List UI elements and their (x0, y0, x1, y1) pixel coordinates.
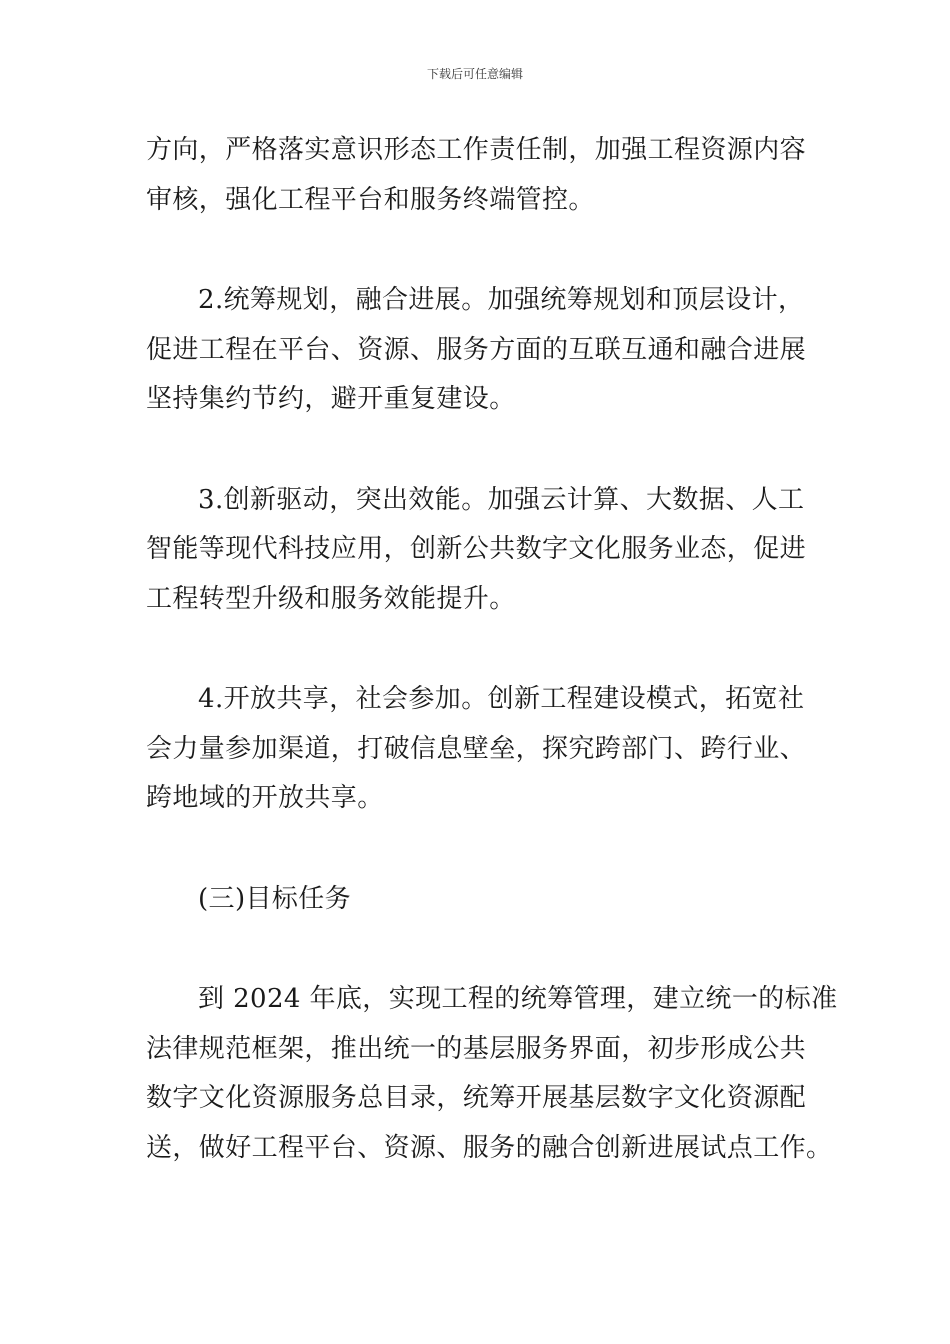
text-line: 3.创新驱动，突出效能。加强云计算、大数据、人工 (198, 484, 805, 515)
text-line: 法律规范框架，推出统一的基层服务界面，初步形成公共 (146, 1033, 807, 1064)
text-line: 工程转型升级和服务效能提升。 (146, 583, 516, 614)
paragraph-gap (146, 225, 814, 276)
text-line: 送，做好工程平台、资源、服务的融合创新进展试点工作。 (146, 1132, 833, 1163)
paragraph-gap (146, 425, 814, 476)
paragraph-p4 (146, 675, 814, 824)
page-header: 下载后可任意编辑 (426, 67, 523, 81)
text-line: 审核，强化工程平台和服务终端管控。 (146, 184, 595, 215)
text-line: 到 2024 年底，实现工程的统筹管理，建立统一的标准 (198, 984, 838, 1014)
text-line: 跨地域的开放共享。 (146, 783, 384, 813)
paragraph-gap (146, 824, 814, 875)
text-line: 促进工程在平台、资源、服务方面的互联互通和融合进展 (146, 334, 807, 365)
paragraph-p2 (146, 276, 814, 425)
text-line: 2.统筹规划，融合进展。加强统筹规划和顶层设计， (198, 285, 805, 315)
paragraph-p3 (146, 476, 814, 625)
paragraph-gap (146, 624, 814, 675)
text-line: 智能等现代科技应用，创新公共数字文化服务业态，促进 (146, 534, 807, 564)
text-line: 会力量参加渠道，打破信息壁垒，探究跨部门、跨行业、 (146, 733, 807, 764)
paragraph-p1 (146, 126, 814, 225)
text-line: 4.开放共享，社会参加。创新工程建设模式，拓宽社 (198, 684, 805, 714)
section-heading-text: (三)目标任务 (198, 883, 352, 914)
section-heading (146, 875, 814, 925)
text-line: 方向，严格落实意识形态工作责任制，加强工程资源内容 (146, 135, 807, 165)
paragraph-gap (146, 924, 814, 975)
text-line: 数字文化资源服务总目录，统筹开展基层数字文化资源配 (146, 1083, 807, 1113)
paragraph-p5 (146, 975, 838, 1173)
document-body (146, 126, 838, 1173)
text-line: 坚持集约节约，避开重复建设。 (146, 384, 516, 414)
